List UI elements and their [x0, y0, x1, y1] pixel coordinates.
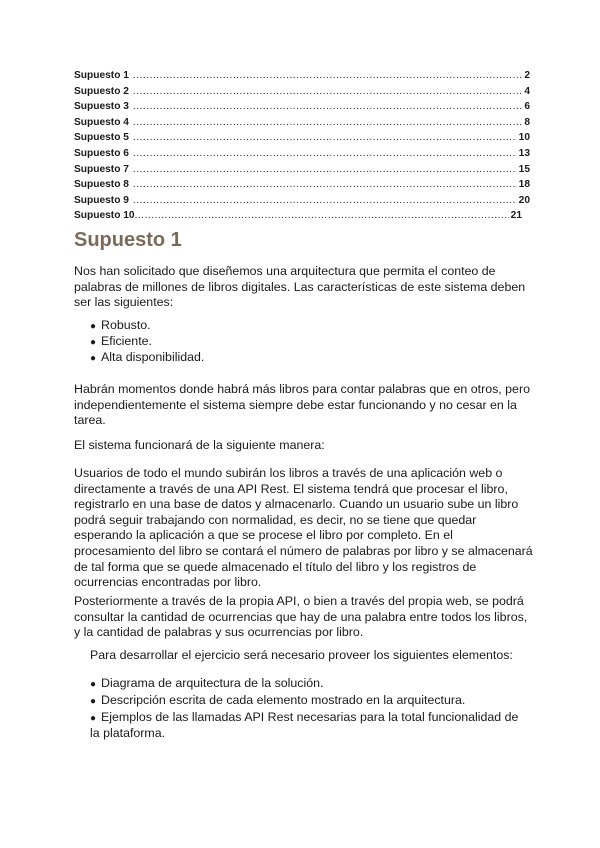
toc-entry[interactable] [74, 148, 530, 164]
toc-entry-page: 4 [524, 85, 530, 97]
toc-entry[interactable] [74, 164, 530, 180]
toc-entry[interactable] [74, 210, 522, 226]
toc-entry-page: 13 [518, 147, 530, 159]
list-item-text: Alta disponibilidad. [101, 349, 205, 364]
toc-leader-dots [133, 164, 517, 175]
toc-entry-page: 10 [518, 132, 530, 144]
toc-leader-dots [133, 179, 517, 190]
toc-entry-label: Supuesto 4 [74, 116, 129, 128]
intro-paragraph: Nos han solicitado que diseñemos una arquitectura que permita el conteo de palabras de millones de libros digitales. Las características de este sistema deben ser las siguientes: [74, 264, 526, 310]
toc-entry-label: Supuesto 5 [74, 132, 129, 144]
load-paragraph: Habrán momentos donde habrá más libros para contar palabras que en otros, pero independientemente el sistema siempre debe estar funcionando y no cesar en la tarea. [74, 382, 530, 428]
list-item-text: Eficiente. [101, 333, 152, 348]
operation-paragraph: Usuarios de todo el mundo subirán los libros a través de una aplicación web o directamente a través de una API Rest. El sistema tendrá que procesar el libro, registrarlo en una base de datos y almacenarlo. Cuando un usuario sube un libro podrá seguir trabajando con normalidad, es decir, no se tiene que quedar esperando la aplicación a que se procese el libro por completo. En el procesamiento del libro se contará el número de palabras por libro y se almacenará de tal forma que se quede almacenado el título del libro y los registros de ocurrencias encontradas por libro. [74, 466, 533, 590]
list-item-text: Diagrama de arquitectura de la solución. [101, 676, 324, 690]
list-item-text: Ejemplos de las llamadas API Rest necesarias para la total funcionalidad de la plataforma. [90, 709, 519, 741]
toc-entry[interactable] [74, 195, 530, 211]
toc-entry[interactable] [74, 86, 530, 102]
toc-leader-dots [133, 132, 517, 143]
requirements-list [90, 318, 204, 365]
toc-leader-dots [133, 70, 522, 81]
toc-entry-page: 18 [518, 179, 530, 191]
toc-leader-dots [133, 86, 522, 97]
toc-entry-label: Supuesto 7 [74, 163, 129, 175]
toc-entry-label: Supuesto 8 [74, 179, 129, 191]
deliverables-intro: Para desarrollar el ejercicio será necesario proveer los siguientes elementos: [90, 648, 513, 662]
toc-entry-page: 6 [524, 101, 530, 113]
toc-leader-dots [133, 195, 517, 206]
list-item [90, 693, 530, 710]
toc-entry-page: 2 [524, 70, 530, 81]
section-title: Supuesto 1 [74, 229, 182, 251]
bullet-icon: ● [90, 695, 97, 707]
list-item-text: Robusto. [101, 318, 151, 332]
toc-entry-page: 15 [518, 163, 530, 175]
toc-entry-label: Supuesto 10 [74, 210, 135, 222]
toc-entry-label: Supuesto 2 [74, 85, 129, 97]
toc-entry[interactable] [74, 132, 530, 148]
toc-leader-dots [133, 148, 517, 159]
toc-entry-label: Supuesto 6 [74, 147, 129, 159]
toc-entry[interactable] [74, 117, 530, 133]
bullet-icon: ● [90, 679, 97, 690]
bullet-icon: ● [90, 712, 97, 724]
bullet-icon: ● [90, 336, 97, 348]
deliverables-list [90, 676, 530, 742]
table-of-contents [74, 70, 530, 226]
toc-entry[interactable] [74, 70, 530, 86]
toc-entry[interactable] [74, 179, 530, 195]
list-item [90, 334, 204, 350]
toc-entry-label: Supuesto 3 [74, 101, 129, 113]
list-item [90, 676, 530, 693]
toc-entry-label: Supuesto 1 [74, 70, 129, 81]
list-item-text: Descripción escrita de cada elemento mostrado en la arquitectura. [101, 692, 466, 707]
toc-leader-dots [133, 117, 522, 128]
list-item [90, 350, 204, 366]
list-item [90, 318, 204, 334]
bullet-icon: ● [90, 321, 97, 332]
toc-leader-dots [133, 101, 522, 112]
list-item [90, 710, 530, 743]
operation-intro-paragraph: El sistema funcionará de la siguiente manera: [74, 438, 325, 452]
toc-entry-label: Supuesto 9 [74, 194, 129, 206]
toc-entry-page: 21 [510, 210, 522, 222]
toc-leader-dots [135, 210, 509, 221]
toc-entry[interactable] [74, 101, 530, 117]
query-paragraph: Posteriormente a través de la propia API, o bien a través del propia web, se podrá consultar la cantidad de ocurrencias que hay de una palabra entre todos los libros, y la cantidad de palabras y sus ocurrencias por libro. [74, 594, 528, 640]
toc-entry-page: 8 [524, 116, 530, 128]
toc-entry-page: 20 [518, 194, 530, 206]
bullet-icon: ● [90, 352, 97, 364]
